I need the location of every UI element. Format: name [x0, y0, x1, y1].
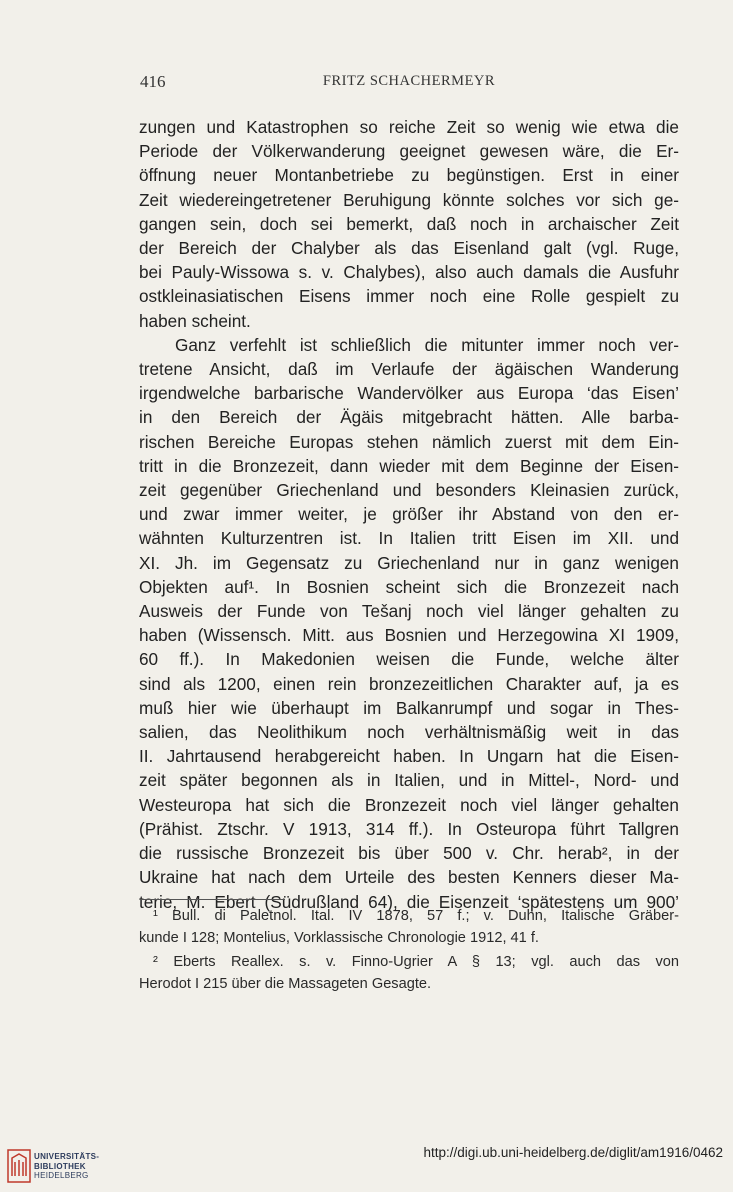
text-line: Periode der Völkerwanderung geeignet gewesen wäre, die Er- [139, 141, 679, 162]
text-line: zungen und Katastrophen so reiche Zeit so wenig wie etwa die [139, 117, 679, 137]
text-line: II. Jahrtausend herabgereicht haben. In Ungarn hat die Eisen- [139, 746, 679, 767]
text-line: der Bereich der Chalyber als das Eisenland galt (vgl. Ruge, [139, 238, 679, 259]
library-logo-text[interactable] [34, 1152, 99, 1181]
text-line: 60 ff.). In Makedonien weisen die Funde, welche älter [139, 649, 679, 670]
text-line: die russische Bronzezeit bis über 500 v. Chr. herab², in der [139, 843, 679, 864]
text-line: bei Pauly-Wissowa s. v. Chalybes), also auch damals die Ausfuhr [139, 262, 679, 283]
logo-line: BIBLIOTHEK [34, 1161, 86, 1171]
footnote-divider [140, 899, 285, 900]
footnote-line: Herodot I 215 über die Massageten Gesagte. [139, 975, 432, 992]
text-line: wähnten Kulturzentren ist. In Italien tritt Eisen im XII. und [139, 528, 679, 549]
footnote-2 [139, 952, 679, 995]
page-header [140, 72, 678, 96]
text-line: Ukraine hat nach dem Urteile des besten Kenners dieser Ma- [139, 867, 679, 888]
text-line: gangen sein, doch sei bemerkt, daß noch in archaischer Zeit [139, 213, 679, 234]
text-line: Ganz verfehlt ist schließlich die mitunter immer noch ver- [175, 334, 679, 355]
text-line: muß hier wie überhaupt im Balkanrumpf und sogar in Thes- [139, 697, 679, 718]
text-line: tritt in die Bronzezeit, dann wieder mit dem Beginne der Eisen- [139, 455, 679, 476]
footnote-line: ¹ Bull. di Paletnol. Ital. IV 1878, 57 f.; v. Duhn, Italische Gräber- [153, 908, 679, 924]
text-line: tretene Ansicht, daß im Verlaufe der ägäischen Wanderung [139, 359, 679, 380]
text-line: haben (Wissensch. Mitt. aus Bosnien und Herzegowina XI 1909, [139, 625, 679, 646]
text-line: sind als 1200, einen rein bronzezeitlichen Charakter auf, ja es [139, 673, 679, 694]
text-line: salien, das Neolithikum noch verhältnismäßig weit in das [139, 722, 679, 743]
text-line: Westeuropa hat sich die Bronzezeit noch viel länger gehalten [139, 794, 679, 815]
text-line: rischen Bereiche Europas stehen nämlich zuerst mit dem Ein- [139, 431, 679, 452]
text-line: Zeit wiedereingetretener Beruhigung könnte solches vor sich ge- [139, 189, 679, 210]
logo-line: HEIDELBERG [34, 1171, 89, 1180]
text-line: zeit später begonnen als in Italien, und in Mittel-, Nord- und [139, 770, 679, 791]
running-title: FRITZ SCHACHERMEYR [322, 73, 496, 89]
text-line: irgendwelche barbarische Wandervölker aus Europa ‘das Eisen’ [139, 383, 679, 404]
text-line: und zwar immer weiter, je größer ihr Abstand von den er- [139, 504, 679, 525]
text-line: Ausweis der Funde von Tešanj noch viel länger gehalten zu [139, 601, 679, 622]
permalink-url[interactable]: http://digi.ub.uni-heidelberg.de/diglit/am1916/0462 [423, 1145, 723, 1160]
text-line: haben scheint. [139, 310, 251, 331]
footnote-line: ² Eberts Reallex. s. v. Finno-Ugrier A § 13; vgl. auch das von [153, 954, 679, 970]
footnote-line: kunde I 128; Montelius, Vorklassische Chronologie 1912, 41 f. [139, 929, 539, 946]
paragraph-2 [139, 333, 679, 914]
library-logo-icon[interactable] [6, 1146, 36, 1186]
footnote-1 [139, 906, 679, 949]
text-line: ostkleinasiatischen Eisens immer noch eine Rolle gespielt zu [139, 286, 679, 307]
text-line: zeit gegenüber Griechenland und besonders Kleinasien zurück, [139, 480, 679, 501]
text-line: terie, M. Ebert (Südrußland 64), die Eisenzeit ‘spätestens um 900’ [139, 891, 679, 912]
text-line: (Prähist. Ztschr. V 1913, 314 ff.). In Osteuropa führt Tallgren [139, 818, 679, 839]
text-line: öffnung neuer Montanbetriebe zu begünstigen. Erst in einer [139, 165, 679, 186]
text-line: XI. Jh. im Gegensatz zu Griechenland nur in ganz wenigen [139, 552, 679, 573]
paragraph-1 [139, 115, 679, 333]
footnotes [139, 906, 679, 998]
text-line: in den Bereich der Ägäis mitgebracht hätten. Alle barba- [139, 407, 679, 428]
body-text [139, 115, 679, 914]
logo-line: UNIVERSITÄTS- [34, 1152, 100, 1161]
text-line: Objekten auf¹. In Bosnien scheint sich die Bronzezeit nach [139, 576, 679, 597]
page-number: 416 [140, 72, 166, 91]
